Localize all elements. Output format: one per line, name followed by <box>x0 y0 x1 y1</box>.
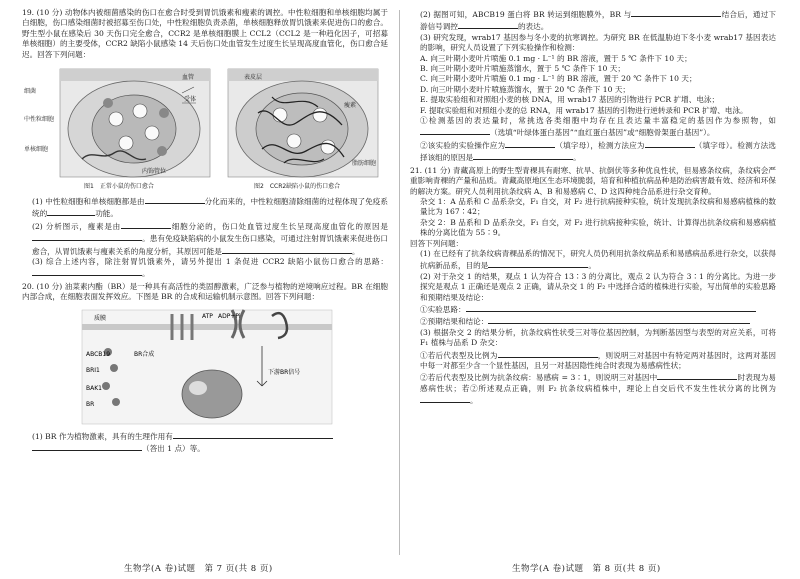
label-neutrophil: 中性粒细胞 <box>24 116 55 124</box>
q21-s2a: ①实验思路： <box>410 303 776 315</box>
label-membrane: 质膜 <box>94 314 107 322</box>
q20-opt-b: B. 向三叶期小麦叶片喷施蒸馏水，置于 5 ℃ 条件下 10 天； <box>420 64 625 74</box>
q20-c1: ①检测基因的表达量时，常挑选各类细胞中均存在且表达量丰富稳定的基因作为参照物，如（选填“叶绿体蛋白基因”“血红蛋白基因”或“细胞骨架蛋白基因”）。 <box>420 116 776 138</box>
q21-cross2: 杂交 2：B 品系和 D 品系杂交，F₁ 自交，对 F₂ 进行抗病接种实验，统计、计算得出抗条纹病和易感病植株的分离比值为 55∶9。 <box>420 217 776 238</box>
label-br: BR <box>86 400 95 408</box>
q21-cross1: 杂交 1：A 品系和 C 品系杂交，F₁ 自交，对 F₂ 进行抗病接种实验，统计发现抗条纹病和易感病植株的数量比为 167∶42； <box>420 196 776 217</box>
label-vessel: 血管 <box>182 74 195 82</box>
q20-sub3: (3) 研究发现，wrab17 基因参与冬小麦的抗寒调控。为研究 BR 在低温胁迫下冬小麦 wrab17 基因表达的影响，研究人员设置了下列实验操作和检测： <box>420 32 776 53</box>
wound-healing-diagram <box>22 63 388 193</box>
label-bak1: BAK1 <box>86 384 102 392</box>
q20-opt-f: F. 提取实验组和对照组小麦的总 RNA，用 wrab17 基因的引物进行逆转录和 PCR 扩增、电泳。 <box>420 105 748 115</box>
q19-intro: 19. (10 分) 动物体内被细菌感染的伤口在愈合时受到胃饥饿素和瘦素的调控。中性粒细胞和单核细胞均属于白细胞，伤口感染细菌时被招募至伤口处，中性粒细胞负责杀菌，单核细胞释放胃饥饿素来促进伤口的愈合。野生型小鼠在感染后 30 天伤口完全愈合，CCR2 是单核细胞膜上 CCL2（CCL2 是一种趋化因子，可招募单核细胞）的主要受体，CCR2 缺陷小鼠感染 14 天后伤口处血管发生过度生长呈现高度血管化，伤口愈合延迟。回答下列问题： <box>22 8 388 59</box>
answer-blank[interactable] <box>458 20 518 29</box>
q20-figure <box>22 306 388 428</box>
answer-blank[interactable] <box>473 151 573 160</box>
answer-blank[interactable] <box>173 430 333 439</box>
q21-s3a: ①若后代表型及比例为 ，则说明三对基因中有特定两对基因时，这两对基因中每一对都至少含一个显性基因，且另一对基因隐性纯合时表现为易感病性状； <box>420 350 776 370</box>
plasma-membrane <box>82 324 332 330</box>
label-bacteria: 细菌 <box>24 88 37 96</box>
answer-blank[interactable] <box>121 220 171 229</box>
answer-blank[interactable] <box>32 442 142 451</box>
fig1-normal-healing <box>60 69 210 177</box>
answer-blank[interactable] <box>498 349 598 358</box>
label-skin: 表皮层 <box>244 74 263 82</box>
q19-sub2: (2) 分析图示，瘦素是由 细胞分泌的，伤口处血管过度生长呈现高度血管化的原因是。患有免疫缺陷病的小鼠发生伤口感染，可通过注射胃饥饿素来促进伤口愈合，从胃饥饿素与瘦素关系的角度分析，其原因可能是 。 <box>32 221 388 256</box>
fig1-caption: 图1 正常小鼠的伤口愈合 <box>84 183 154 191</box>
label-bri1: BRI1 <box>86 366 100 374</box>
q20-opt-d: D. 向三叶期小麦叶片喷施蒸馏水，置于 20 ℃ 条件下 10 天； <box>420 84 631 94</box>
answer-blank[interactable] <box>420 126 490 135</box>
page-footer-right: 生物学(A 卷)试题 第 8 页(共 8 页) <box>512 564 661 574</box>
label-monocyte: 单核细胞 <box>24 146 49 154</box>
q21-s2: (2) 对于杂交 1 的结果，观点 1 认为符合 13∶3 的分离比，观点 2 认为符合 3∶1 的分离比。为进一步探究是观点 1 正确还是观点 2 正确，请从杂交 1 的 F₂ 中选择合适的植株进行实验，写出简单的实验思路和预期结果及结论： <box>420 271 776 302</box>
q19-sub3: (3) 综合上述内容，除注射胃饥饿素外，请另外提出 1 条促进 CCR2 缺陷小鼠伤口愈合的思路：。 <box>32 257 388 279</box>
fig2-caption: 图2 CCR2缺陷小鼠的伤口愈合 <box>254 183 341 191</box>
answer-blank[interactable] <box>657 371 737 380</box>
q21-s1: (1) 在已经有了抗条纹病青稞品系的情况下，研究人员仍利用抗条纹病品系和易感病品系进行杂交，以获得抗病新品系，目的是 。 <box>420 248 776 271</box>
q20-sub1: (1) BR 作为植物激素，具有的生理作用有 <box>22 430 388 442</box>
br-synthesis-diagram <box>22 306 388 428</box>
right-column <box>410 8 776 407</box>
answer-blank[interactable] <box>505 139 555 148</box>
q20-intro: 20. (10 分) 油菜素内酯（BR）是一种具有高活性的类固醇激素，广泛参与植物的逆境响应过程。BR 在细胞内部合成，在细胞表面发挥效应。下图是 BR 的合成和运输机制示意图。回答下列问题： <box>22 281 388 302</box>
q20-sub1-cont: （答出 1 点）等。 <box>22 442 388 454</box>
q20-opt-e: E. 提取实验组和对照组小麦的核 DNA，用 wrab17 基因的引物进行 PCR 扩增、电泳； <box>420 95 720 105</box>
answer-blank[interactable] <box>32 232 142 241</box>
answer-blank[interactable] <box>488 315 750 324</box>
answer-blank[interactable] <box>631 8 721 17</box>
label-lumen: 内饰管位 <box>142 168 167 176</box>
label-abcb19: ABCB19 <box>86 350 111 358</box>
answer-blank[interactable] <box>32 267 142 276</box>
q21-s3: (3) 根据杂交 2 的结果分析，抗条纹病性状受三对等位基因控制，为判断基因型与表型的对应关系，可将 F₁ 植株与品系 D 杂交： <box>420 327 776 348</box>
q21-intro: 21. (11 分) 青藏高原上的野生型青稞具有耐寒、抗旱、抗倒伏等多种优良性状，但易感条纹病，条纹病会严重影响青稞的产量和品质。青藏高原地区生态环境脆弱，培育和种植抗病品种是防治病害最有效、经济和环保的解决方案。研究人员利用抗条纹病 A、B 和易感病 C、D 这四种纯合品系进行杂交育种。 <box>410 165 776 196</box>
column-divider <box>399 10 400 555</box>
label-downstream: 下游BR信号 <box>268 368 301 376</box>
q21-ask: 回答下列问题： <box>410 238 464 248</box>
label-atp: ATP <box>202 312 213 320</box>
answer-blank[interactable] <box>47 207 95 216</box>
q20-sub2: (2) 据图可知，ABCB19 蛋白将 BR 转运到细胞膜外，BR 与 结合后，通过下游信号调控 的表达。 <box>420 10 776 32</box>
label-leptin: 瘦素 <box>344 102 357 110</box>
answer-blank[interactable] <box>420 394 470 403</box>
answer-blank[interactable] <box>222 245 352 254</box>
answer-blank[interactable] <box>645 139 695 148</box>
q21-s3b: ②若后代表型及比例为抗条纹病：易感病 = 3∶1，则说明三对基因中 时表现为易感病性状；若②所述观点正确，则 F₂ 抗条纹病植株中，理论上自交后代不发生性状分离的比例为。 <box>420 373 776 406</box>
q19-sub1: (1) 中性粒细胞和单核细胞都是由 分化而来的，中性粒细胞清除细菌的过程体现了免疫系统的 功能。 <box>32 197 388 219</box>
answer-blank[interactable] <box>488 259 588 268</box>
label-adp: ADP+Pi <box>218 312 241 320</box>
q19-figure <box>22 63 388 193</box>
nucleus <box>182 370 242 418</box>
label-receptor: 受体 <box>184 96 197 104</box>
q20-opt-a: A. 向三叶期小麦叶片喷施 0.1 mg · L⁻¹ 的 BR 溶液，置于 5 ℃ 条件下 10 天； <box>420 53 692 63</box>
q20-c2: ②该实验的实验操作应为 （填字母），检测方法应为 （填字母）。检测方法选择该组的原因是 。 <box>420 140 777 163</box>
label-fat: 脂肪细胞 <box>352 160 377 168</box>
q21-s2b: ②预期结果和结论： <box>410 315 776 327</box>
answer-blank[interactable] <box>145 195 205 204</box>
answer-blank[interactable] <box>466 303 756 312</box>
label-br-syn: BR合成 <box>134 350 155 358</box>
page-footer-left: 生物学(A 卷)试题 第 7 页(共 8 页) <box>124 564 273 574</box>
q20-opt-c: C. 向三叶期小麦叶片喷施 0.1 mg · L⁻¹ 的 BR 溶液，置于 20 ℃ 条件下 10 天； <box>420 74 697 84</box>
left-column <box>22 8 388 455</box>
